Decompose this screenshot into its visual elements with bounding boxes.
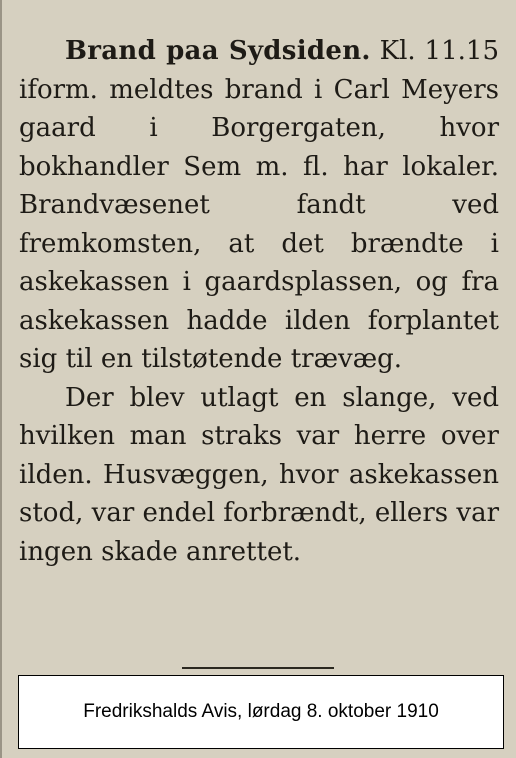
- article-paragraph-1-text: Kl. 11.15 iform. meldtes brand i Carl Meyers gaard i Borgergaten, hvor bokhandler Sem m. fl. har lokaler. Brandvæsenet fandt ved fremkomsten, at det brændte i askekassen i gaardsplassen, og fra askekassen hadde ilden forplantet sig til en tilstøtende trævæg.: [19, 36, 499, 374]
- source-caption: [18, 675, 504, 749]
- caption-text: Fredrikshalds Avis, lørdag 8. oktober 1910: [83, 701, 439, 722]
- article-headline: Brand paa Sydsiden.: [65, 36, 371, 66]
- article-paragraph-2: Der blev utlagt en slange, ved hvilken man straks var herre over ilden. Husvæggen, hvor askekassen stod, var endel forbrændt, ellers var ingen skade anrettet.: [19, 382, 499, 567]
- separator-rule: [182, 667, 334, 669]
- article-paragraph-1: [19, 32, 499, 379]
- article-body: [19, 32, 499, 571]
